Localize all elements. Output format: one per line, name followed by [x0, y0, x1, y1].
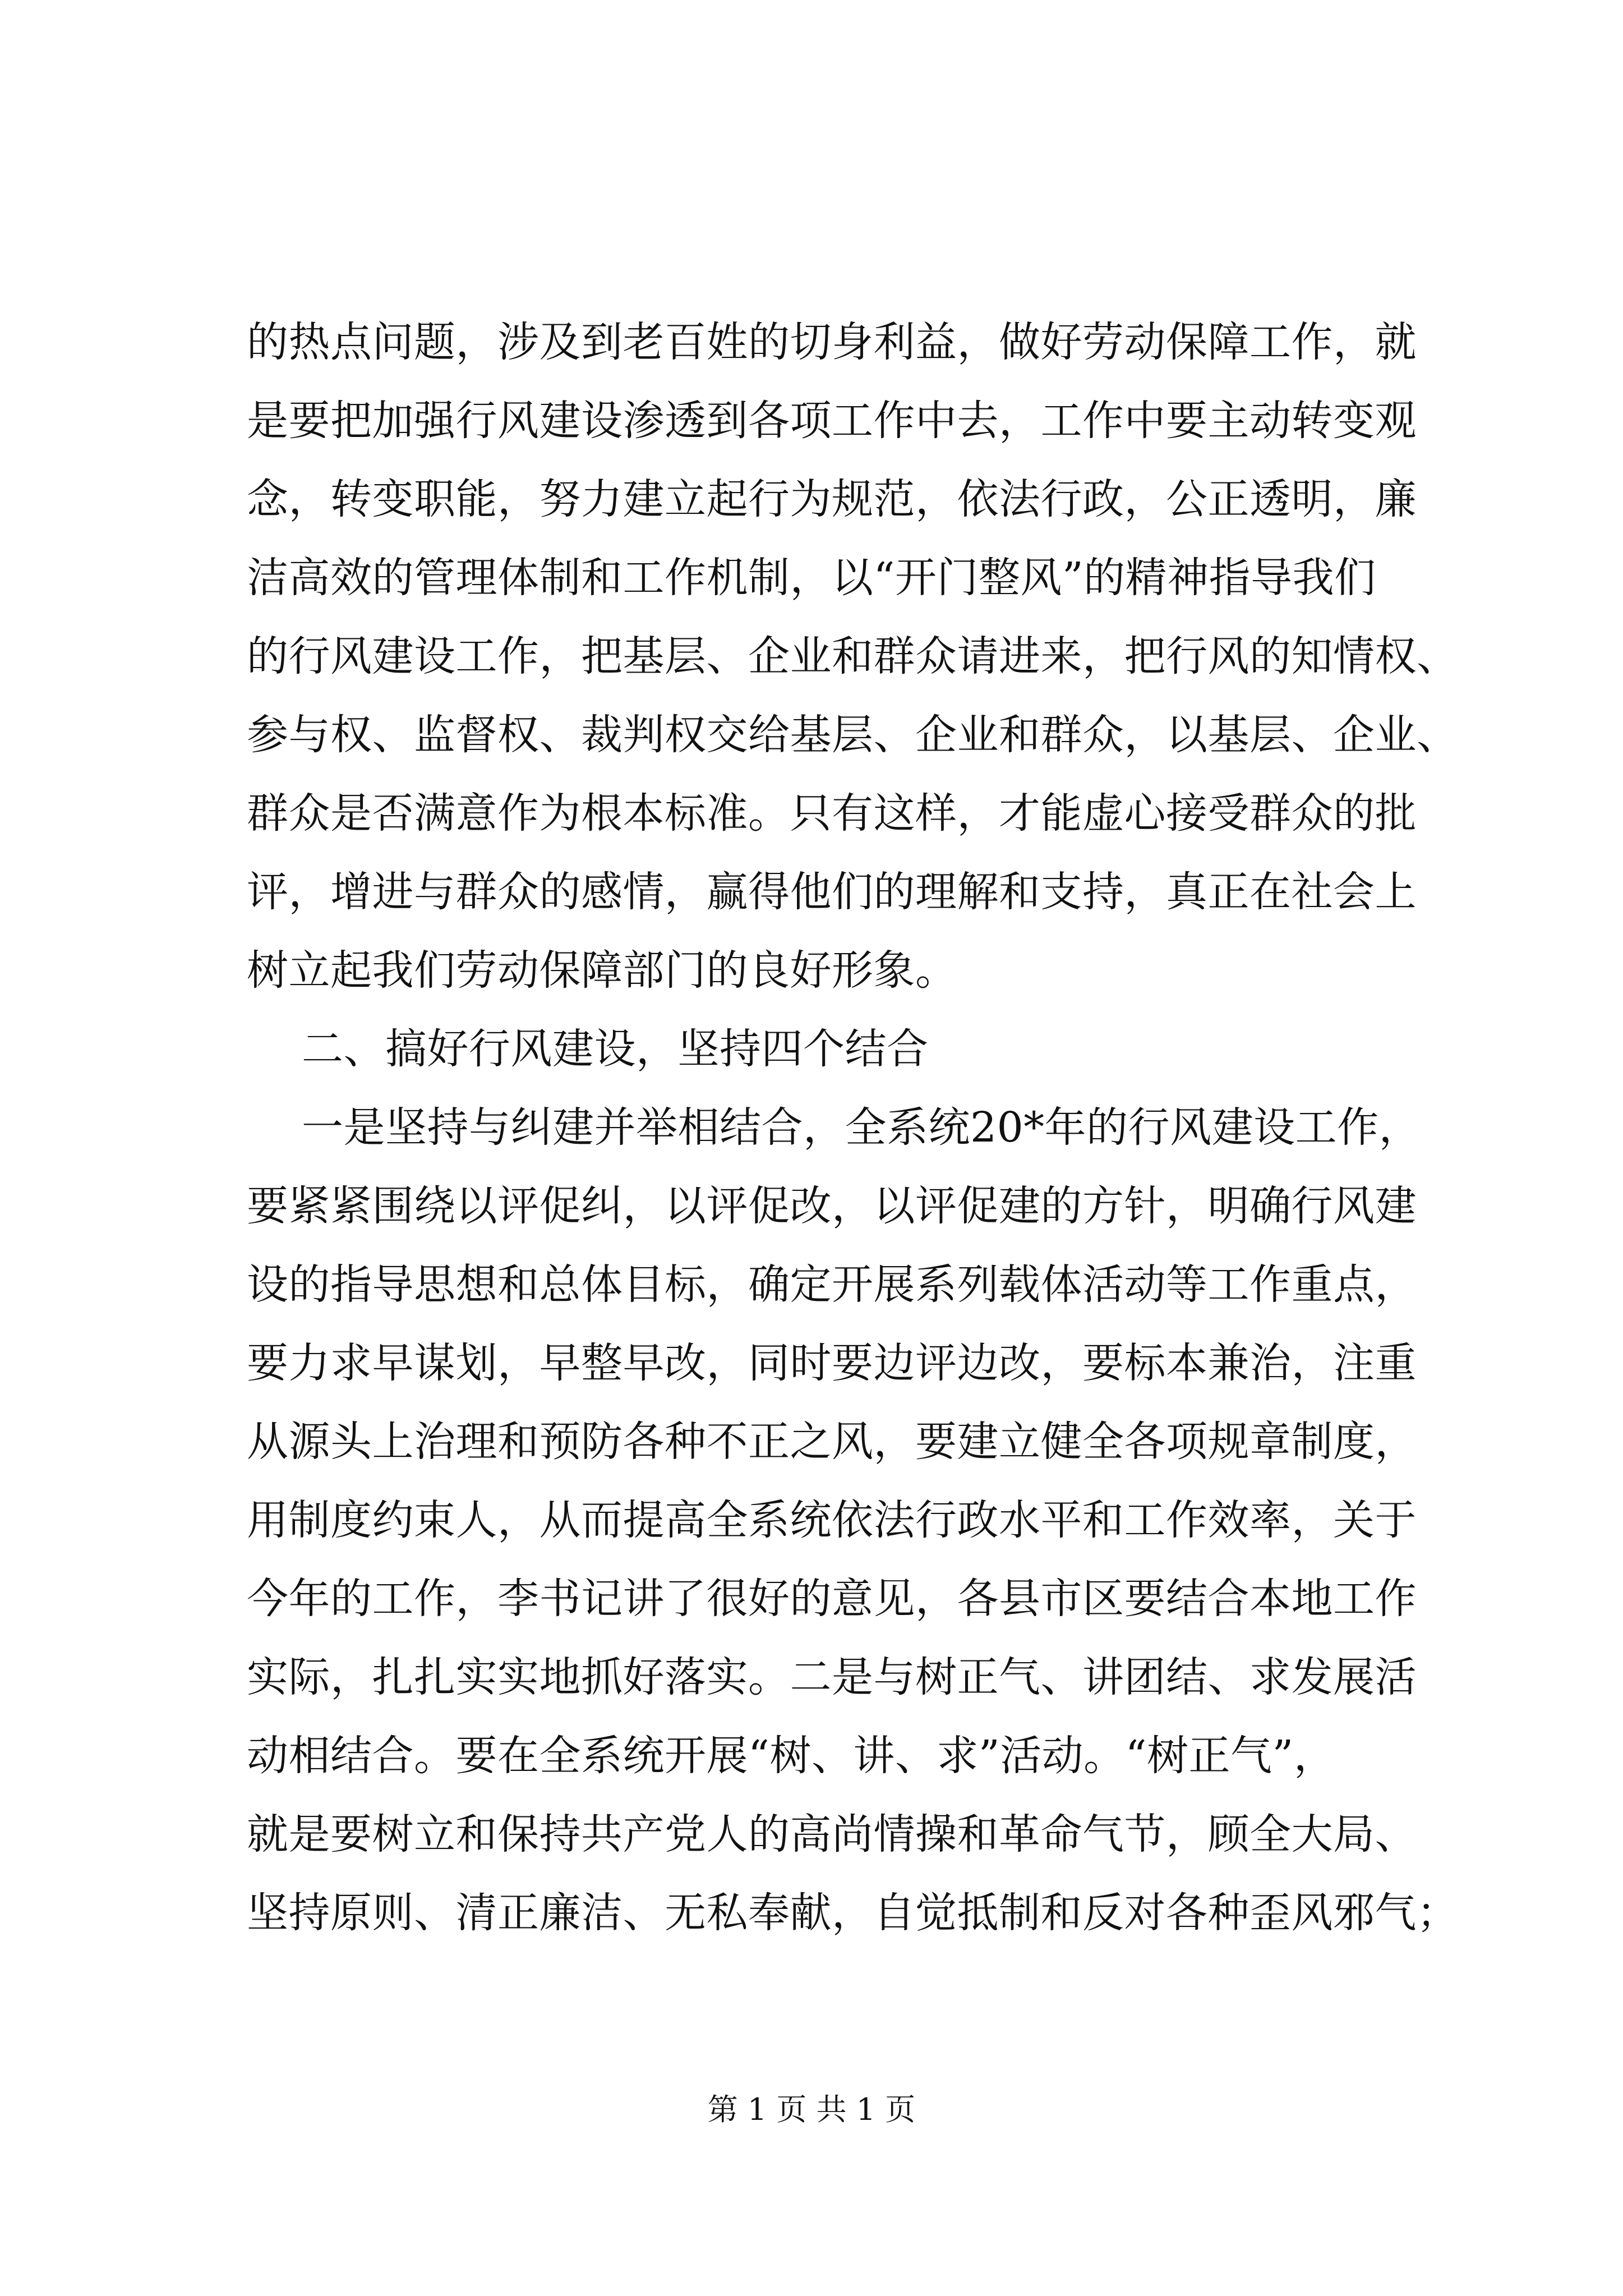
- section-heading: 二、搞好行风建设，坚持四个结合: [302, 1025, 929, 1073]
- text-line: 洁高效的管理体制和工作机制，以“开门整风”的精神指导我们: [247, 554, 1376, 602]
- text-line: 一是坚持与纠建并举相结合，全系统20*年的行风建设工作，: [302, 1103, 1421, 1152]
- page-number-footer: 第 1 页 共 1 页: [707, 2092, 916, 2127]
- text-line: 实际，扎扎实实地抓好落实。二是与树正气、讲团结、求发展活: [247, 1653, 1417, 1701]
- text-line: 用制度约束人，从而提高全系统依法行政水平和工作效率，关于: [247, 1496, 1417, 1544]
- text-line: 今年的工作，李书记讲了很好的意见，各县市区要结合本地工作: [247, 1575, 1417, 1623]
- text-line: 就是要树立和保持共产党人的高尚情操和革命气节，顾全大局、: [247, 1810, 1417, 1858]
- text-line: 念，转变职能，努力建立起行为规范，依法行政，公正透明，廉: [247, 475, 1417, 523]
- text-line: 设的指导思想和总体目标，确定开展系列载体活动等工作重点，: [247, 1260, 1417, 1309]
- text-line: 坚持原则、清正廉洁、无私奉献，自觉抵制和反对各种歪风邪气；: [247, 1889, 1459, 1937]
- text-line: 群众是否满意作为根本标准。只有这样，才能虚心接受群众的批: [247, 789, 1417, 838]
- text-line: 评，增进与群众的感情，赢得他们的理解和支持，真正在社会上: [247, 868, 1417, 916]
- text-line: 树立起我们劳动保障部门的良好形象。: [247, 946, 957, 995]
- text-line: 是要把加强行风建设渗透到各项工作中去，工作中要主动转变观: [247, 397, 1417, 445]
- text-line: 的行风建设工作，把基层、企业和群众请进来，把行风的知情权、: [247, 632, 1459, 680]
- text-line: 从源头上治理和预防各种不正之风，要建立健全各项规章制度，: [247, 1418, 1417, 1466]
- text-line: 要紧紧围绕以评促纠，以评促改，以评促建的方针，明确行风建: [247, 1182, 1417, 1230]
- text-line: 动相结合。要在全系统开展“树、讲、求”活动。“树正气”，: [247, 1732, 1336, 1780]
- text-line: 的热点问题，涉及到老百姓的切身利益，做好劳动保障工作，就: [247, 318, 1417, 366]
- text-line: 要力求早谋划，早整早改，同时要边评边改，要标本兼治，注重: [247, 1339, 1417, 1387]
- text-line: 参与权、监督权、裁判权交给基层、企业和群众，以基层、企业、: [247, 711, 1459, 759]
